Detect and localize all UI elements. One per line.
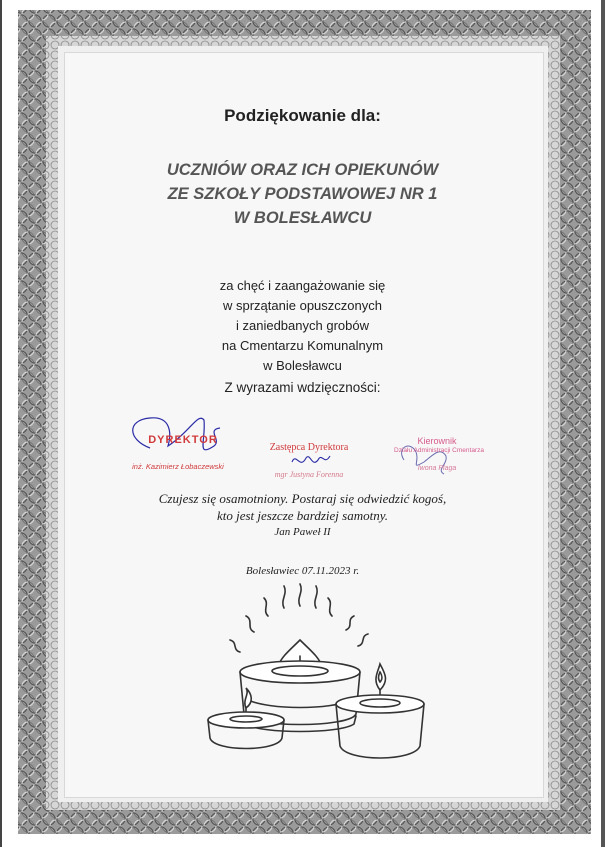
recipient-line: ZE SZKOŁY PODSTAWOWEJ NR 1	[167, 185, 438, 203]
body-line: i zaniedbanych grobów	[236, 318, 369, 333]
signature-manager-department: Działu Administracji Cmentarza	[394, 447, 484, 454]
signature-manager-name: Iwona Plaga	[417, 465, 457, 472]
body-line: na Cmentarzu Komunalnym	[221, 338, 384, 353]
signature-deputy-title: Zastępca Dyrektora	[269, 442, 349, 453]
signature-director-name: inż. Kazimierz Łobaczewski	[132, 462, 224, 471]
recipient-line: W BOLESŁAWCU	[233, 209, 372, 227]
signature-manager-title: Kierownik	[417, 436, 457, 446]
closing-text: Z wyrazami wdzięczności:	[224, 380, 381, 395]
place-date: Bolesławiec 07.11.2023 r.	[245, 565, 360, 577]
quote-line: Czujesz się osamotniony. Postaraj się odwiedzić kogoś,	[158, 491, 447, 506]
quote-line: kto jest jeszcze bardziej samotny.	[216, 508, 389, 523]
quote-author: Jan Paweł II	[274, 526, 331, 538]
signature-director-title: DYREKTOR	[148, 434, 218, 446]
recipient-line: UCZNIÓW ORAZ ICH OPIEKUNÓW	[166, 161, 439, 179]
page-title: Podziękowanie dla:	[224, 106, 381, 125]
body-line: w Bolesławcu	[263, 358, 342, 373]
body-line: w sprzątanie opuszczonych	[223, 298, 382, 313]
signature-deputy-name: mgr Justyna Forenna	[274, 470, 344, 479]
body-line: za chęć i zaangażowanie się	[219, 278, 386, 293]
